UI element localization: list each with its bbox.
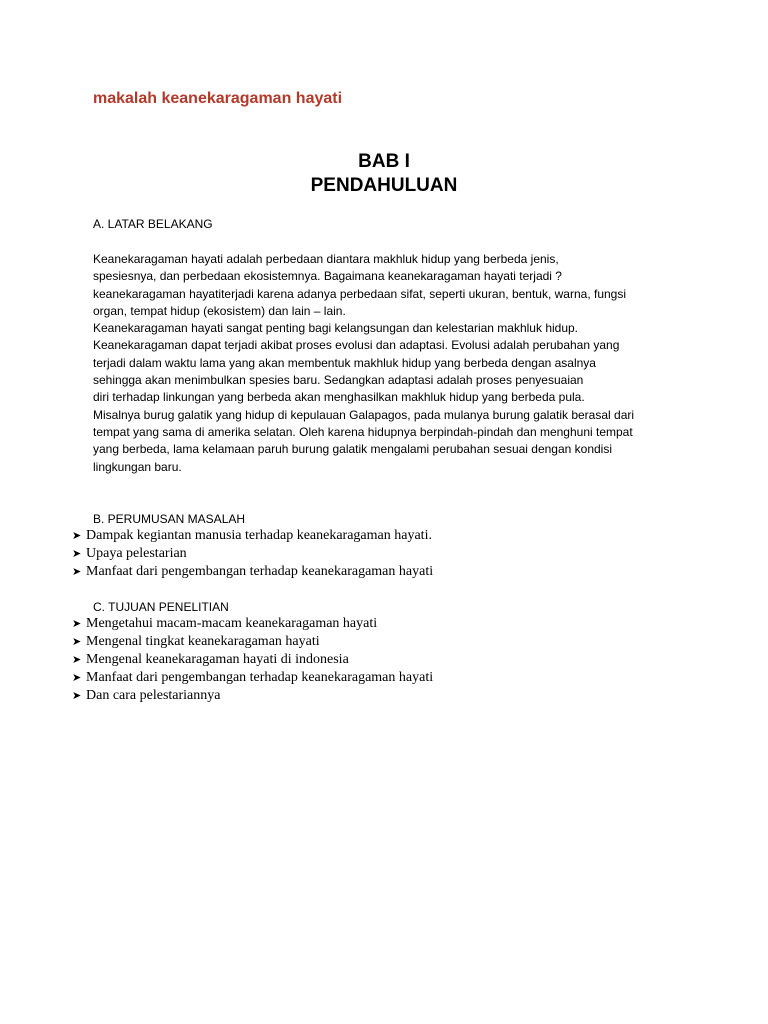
arrowhead-bullet-icon: ➤: [72, 618, 82, 630]
list-item: [72, 615, 433, 633]
arrowhead-bullet-icon: ➤: [72, 566, 82, 578]
paragraph-line: Keanekaragaman hayati adalah perbedaan diantara makhluk hidup yang berbeda jenis,: [93, 252, 559, 266]
paragraph-line: Keanekaragaman hayati sangat penting bagi kelangsungan dan kelestarian makhluk hidup.: [93, 321, 579, 336]
paragraph-line: yang berbeda, lama kelamaan paruh burung galatik mengalami perubahan sesuai dengan kondisi: [93, 442, 613, 457]
paragraph-line: terjadi dalam waktu lama yang akan membentuk makhluk hidup yang berbeda dengan asalnya: [93, 355, 596, 370]
section-a-paragraph: [93, 251, 683, 476]
chapter-heading: [0, 150, 768, 198]
list-item-text: Mengenal keanekaragaman hayati di indonesia: [86, 652, 349, 667]
list-item: [72, 633, 433, 651]
list-item: [72, 563, 433, 581]
list-item-text: Manfaat dari pengembangan terhadap keanekaragaman hayati: [86, 670, 434, 685]
section-c-list: [72, 615, 433, 705]
paragraph-line: tempat yang sama di amerika selatan. Oleh karena hidupnya berpindah-pindah dan menghuni tempat: [93, 424, 633, 439]
list-item: [72, 527, 433, 545]
paragraph-line: spesiesnya, dan perbedaan ekosistemnya. Bagaimana keanekaragaman hayati terjadi ?: [93, 269, 562, 284]
chapter-number: BAB I: [358, 151, 410, 172]
paragraph-line: lingkungan baru.: [93, 459, 182, 474]
list-item: [72, 669, 433, 687]
section-a-heading: A. LATAR BELAKANG: [93, 217, 213, 231]
list-item-text: Upaya pelestarian: [86, 546, 187, 561]
list-item-text: Manfaat dari pengembangan terhadap keanekaragaman hayati: [86, 564, 434, 579]
section-b-list: [72, 527, 433, 581]
arrowhead-bullet-icon: ➤: [72, 530, 82, 542]
arrowhead-bullet-icon: ➤: [72, 672, 82, 684]
paragraph-line: Misalnya burug galatik yang hidup di kepulauan Galapagos, pada mulanya burung galatik berasal dari: [93, 407, 635, 422]
arrowhead-bullet-icon: ➤: [72, 548, 82, 560]
paragraph-line: sehingga akan menimbulkan spesies baru. Sedangkan adaptasi adalah proses penyesuaian: [93, 373, 584, 388]
list-item: [72, 687, 433, 705]
section-b-heading: B. PERUMUSAN MASALAH: [93, 512, 246, 526]
document-title: makalah keanekaragaman hayati: [93, 90, 343, 107]
list-item-text: Dan cara pelestariannya: [86, 688, 221, 703]
chapter-title: PENDAHULUAN: [310, 175, 458, 196]
paragraph-line: organ, tempat hidup (ekosistem) dan lain – lain.: [93, 303, 346, 318]
paragraph-line: Keanekaragaman dapat terjadi akibat proses evolusi dan adaptasi. Evolusi adalah perubahan yang: [93, 338, 620, 353]
arrowhead-bullet-icon: ➤: [72, 690, 82, 702]
list-item-text: Dampak kegiantan manusia terhadap keanekaragaman hayati.: [86, 528, 432, 543]
paragraph-line: diri terhadap linkungan yang berbeda akan menghasilkan makhluk hidup yang berbeda pula.: [93, 390, 585, 405]
arrowhead-bullet-icon: ➤: [72, 636, 82, 648]
list-item: [72, 545, 433, 563]
list-item: [72, 651, 433, 669]
paragraph-line: keanekaragaman hayatiterjadi karena adanya perbedaan sifat, seperti ukuran, bentuk, warna, fungsi: [93, 286, 627, 301]
arrowhead-bullet-icon: ➤: [72, 654, 82, 666]
list-item-text: Mengetahui macam-macam keanekaragaman hayati: [86, 616, 378, 631]
section-c-heading: C. TUJUAN PENELITIAN: [93, 600, 229, 614]
list-item-text: Mengenal tingkat keanekaragaman hayati: [86, 634, 320, 649]
